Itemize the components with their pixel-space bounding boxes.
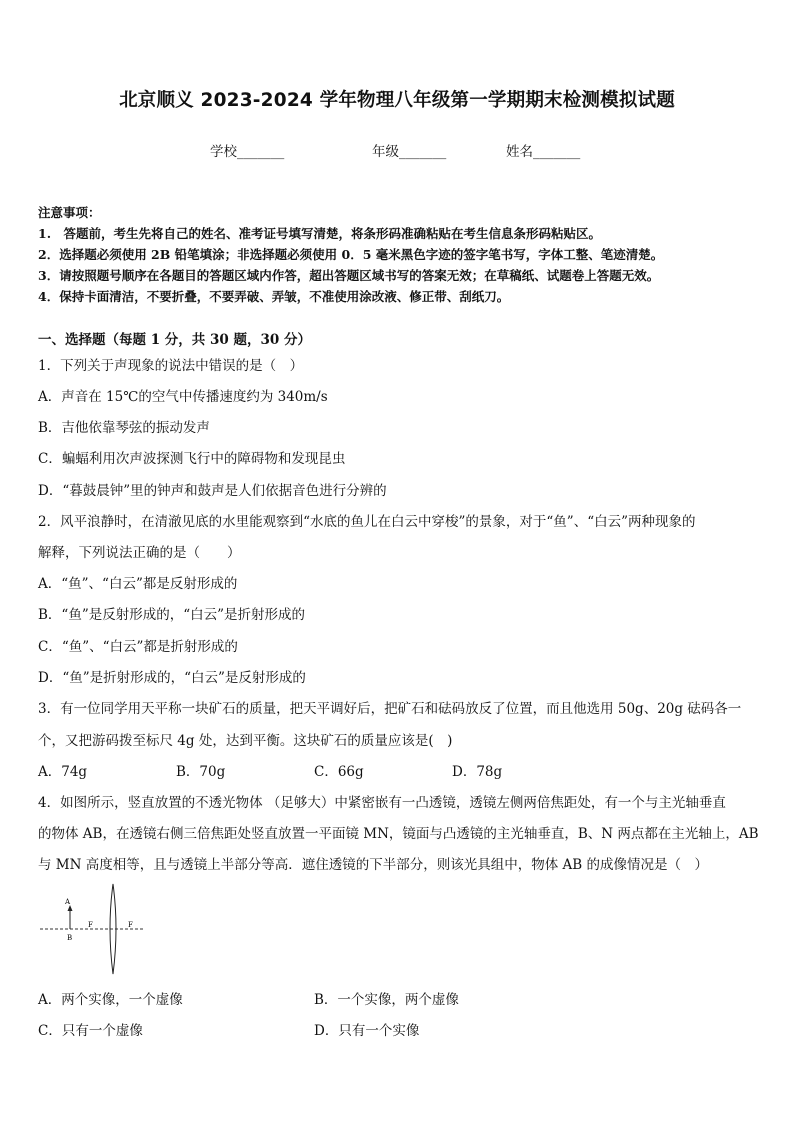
name-field: 姓名_______ — [506, 144, 581, 160]
section-heading: 一、选择题（每题 1 分，共 30 题，30 分） — [38, 332, 311, 348]
question-2-option-b: B．“鱼”是反射形成的，“白云”是折射形成的 — [38, 607, 306, 623]
question-1-stem: 1．下列关于声现象的说法中错误的是（ ） — [38, 358, 304, 374]
note-item: 4．保持卡面清洁，不要折叠，不要弄破、弄皱，不准使用涂改液、修正带、刮纸刀。 — [38, 289, 510, 304]
question-3-option-b: B．70g — [176, 764, 226, 780]
question-4-option-b: B．一个实像，两个虚像 — [314, 992, 459, 1008]
grade-field: 年级_______ — [372, 144, 447, 160]
question-3-stem: 3．有一位同学用天平称一块矿石的质量，把天平调好后，把矿石和砝码放反了位置，而且他选用 50g、20g 砝码各一 — [38, 701, 742, 717]
question-4-option-d: D．只有一个实像 — [314, 1023, 420, 1039]
label-f-right: F — [128, 921, 133, 929]
label-b: B — [67, 934, 73, 942]
question-3-option-d: D．78g — [452, 764, 503, 780]
question-4-option-c: C．只有一个虚像 — [38, 1023, 143, 1039]
question-1-option-d: D．“暮鼓晨钟”里的钟声和鼓声是人们依据音色进行分辨的 — [38, 483, 387, 499]
label-a: A — [65, 898, 71, 906]
question-4-stem: 4．如图所示，竖直放置的不透光物体 （足够大）中紧密嵌有一凸透镜，透镜左侧两倍焦距处，有一个与主光轴垂直 — [38, 795, 726, 811]
question-2-option-a: A．“鱼”、“白云”都是反射形成的 — [38, 576, 238, 592]
note-item: 2．选择题必须使用 2B 铅笔填涂；非选择题必须使用 0．5 毫米黑色字迹的签字笔书写，字体工整、笔迹清楚。 — [38, 247, 664, 262]
lens-diagram — [36, 880, 146, 976]
question-1-option-b: B．吉他依靠琴弦的振动发声 — [38, 420, 210, 436]
question-3-option-c: C．66g — [314, 764, 364, 780]
question-2-option-d: D．“鱼”是折射形成的，“白云”是反射形成的 — [38, 670, 306, 686]
question-1-option-c: C．蝙蝠利用次声波探测飞行中的障碍物和发现昆虫 — [38, 451, 346, 467]
school-field: 学校_______ — [210, 144, 285, 160]
label-f-left: F — [88, 921, 93, 929]
question-3-option-a: A．74g — [38, 764, 88, 780]
question-2-stem-cont: 解释，下列说法正确的是（ ） — [38, 545, 241, 561]
question-4-stem-cont: 的物体 AB，在透镜右侧三倍焦距处竖直放置一平面镜 MN，镜面与凸透镜的主光轴垂直，B、N 两点都在主光轴上，AB — [38, 826, 759, 842]
note-item: 3．请按照题号顺序在各题目的答题区域内作答，超出答题区域书写的答案无效；在草稿纸、试题卷上答题无效。 — [38, 268, 660, 283]
page-title: 北京顺义 2023-2024 学年物理八年级第一学期期末检测模拟试题 — [119, 90, 675, 111]
question-3-stem-cont: 个，又把游码拨至标尺 4g 处，达到平衡。这块矿石的质量应该是( ) — [38, 733, 453, 749]
notes-heading: 注意事项： — [38, 205, 101, 220]
question-4-stem-cont: 与 MN 高度相等，且与透镜上半部分等高．遮住透镜的下半部分，则该光具组中，物体 AB 的成像情况是（ ） — [38, 857, 708, 873]
question-2-option-c: C．“鱼”、“白云”都是折射形成的 — [38, 639, 238, 655]
question-2-stem: 2．风平浪静时，在清澈见底的水里能观察到“水底的鱼儿在白云中穿梭”的景象，对于“鱼”、“白云”两种现象的 — [38, 514, 696, 530]
note-item: 1. 答题前，考生先将自己的姓名、准考证号填写清楚，将条形码准确粘贴在考生信息条形码粘贴区。 — [38, 226, 602, 241]
question-4-option-a: A．两个实像，一个虚像 — [38, 992, 183, 1008]
question-1-option-a: A．声音在 15℃的空气中传播速度约为 340m/s — [38, 389, 328, 405]
